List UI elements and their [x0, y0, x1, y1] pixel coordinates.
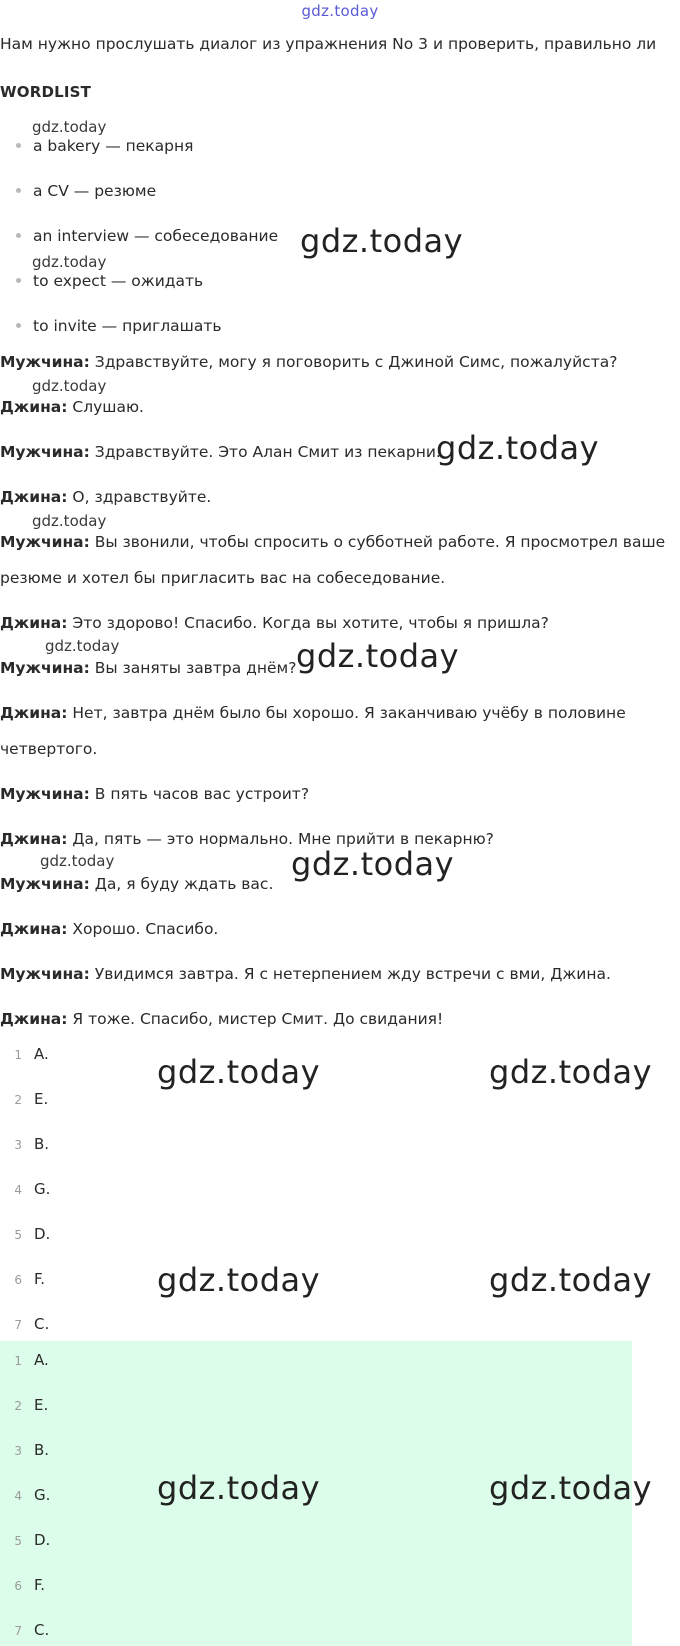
dialogue-line: [0, 874, 273, 894]
line-text: Здравствуйте, могу я поговорить с Джиной Симс, пожалуйста?: [89, 353, 618, 371]
dialogue-line-continuation: четвертого.: [0, 740, 98, 758]
wordlist-item: an interview — собеседование: [16, 226, 278, 246]
speaker-label: Мужчина:: [0, 965, 90, 983]
site-link[interactable]: gdz.today: [301, 2, 379, 20]
answer-number: 5: [14, 1534, 22, 1548]
answer-letter: F.: [34, 1576, 45, 1594]
watermark: gdz.today: [32, 253, 107, 271]
watermark: gdz.today: [489, 1469, 653, 1507]
answer-item: [0, 1620, 49, 1640]
answer-letter: E.: [34, 1396, 49, 1414]
watermark: gdz.today: [296, 637, 460, 675]
answer-number: 7: [14, 1624, 22, 1638]
dialogue-line: [0, 352, 617, 372]
answer-letter: C.: [34, 1621, 50, 1639]
dialogue-line-continuation: резюме и хотел бы пригласить вас на собеседование.: [0, 569, 446, 587]
dialogue-line: [0, 487, 211, 507]
answer-item: [0, 1575, 45, 1595]
watermark: gdz.today: [32, 118, 107, 136]
speaker-label: Джина:: [0, 614, 68, 632]
watermark: gdz.today: [291, 845, 455, 883]
speaker-label: Джина:: [0, 1010, 68, 1028]
line-text: Хорошо. Спасибо.: [67, 920, 219, 938]
answer-item: [0, 1314, 49, 1334]
answer-item: [0, 1350, 49, 1370]
line-text: О, здравствуйте.: [67, 488, 212, 506]
answer-letter: A.: [34, 1045, 49, 1063]
answer-number: 3: [14, 1138, 22, 1152]
line-text: Да, пять — это нормально. Мне прийти в пекарню?: [67, 830, 494, 848]
answer-item: [0, 1224, 50, 1244]
dialogue-line: [0, 532, 665, 552]
speaker-label: Джина:: [0, 830, 68, 848]
watermark: gdz.today: [436, 429, 600, 467]
speaker-label: Джина:: [0, 920, 68, 938]
answer-number: 4: [14, 1183, 22, 1197]
answer-item: [0, 1179, 50, 1199]
dialogue-line: [0, 703, 626, 723]
watermark: gdz.today: [157, 1261, 321, 1299]
line-text: Я тоже. Спасибо, мистер Смит. До свидания!: [67, 1010, 444, 1028]
dialogue-line: [0, 964, 611, 984]
speaker-label: Джина:: [0, 488, 68, 506]
answer-item: [0, 1089, 48, 1109]
answer-number: 3: [14, 1444, 22, 1458]
line-text: Нет, завтра днём было бы хорошо. Я заканчиваю учёбу в половине: [67, 704, 626, 722]
answer-item: [0, 1485, 50, 1505]
answer-number: 1: [14, 1354, 22, 1368]
speaker-label: Мужчина:: [0, 875, 90, 893]
dialogue-line: [0, 1009, 443, 1029]
speaker-label: Мужчина:: [0, 533, 90, 551]
watermark: gdz.today: [157, 1053, 321, 1091]
answer-letter: A.: [34, 1351, 49, 1369]
line-text: В пять часов вас устроит?: [89, 785, 310, 803]
bullet-icon: [16, 188, 21, 193]
line-text: Здравствуйте. Это Алан Смит из пекарни.: [89, 443, 441, 461]
line-text: Увидимся завтра. Я с нетерпением жду встречи с вми, Джина.: [89, 965, 611, 983]
speaker-label: Мужчина:: [0, 443, 90, 461]
answer-item: [0, 1044, 49, 1064]
line-text: Да, я буду ждать вас.: [89, 875, 274, 893]
line-text: Вы звонили, чтобы спросить о субботней работе. Я просмотрел ваше: [89, 533, 666, 551]
bullet-icon: [16, 323, 21, 328]
answer-letter: G.: [34, 1180, 51, 1198]
dialogue-line: [0, 658, 296, 678]
answer-letter: F.: [34, 1270, 45, 1288]
wordlist-item: a CV — резюме: [16, 181, 156, 201]
answer-item: [0, 1395, 48, 1415]
speaker-label: Джина:: [0, 398, 68, 416]
wordlist-item: a bakery — пекарня: [16, 136, 193, 156]
dialogue-line: [0, 442, 441, 462]
speaker-label: Джина:: [0, 704, 68, 722]
line-text: Вы заняты завтра днём?: [89, 659, 297, 677]
speaker-label: Мужчина:: [0, 785, 90, 803]
bullet-icon: [16, 233, 21, 238]
dialogue-line: [0, 784, 309, 804]
answer-number: 1: [14, 1048, 22, 1062]
bullet-icon: [16, 143, 21, 148]
answer-number: 2: [14, 1093, 22, 1107]
answer-number: 6: [14, 1579, 22, 1593]
answer-letter: B.: [34, 1135, 50, 1153]
answer-letter: D.: [34, 1531, 51, 1549]
line-text: Это здорово! Спасибо. Когда вы хотите, чтобы я пришла?: [67, 614, 549, 632]
watermark: gdz.today: [300, 222, 464, 260]
wordlist-item: to expect — ожидать: [16, 271, 203, 291]
answer-item: [0, 1530, 50, 1550]
answer-number: 4: [14, 1489, 22, 1503]
answer-number: 6: [14, 1273, 22, 1287]
bullet-icon: [16, 278, 21, 283]
watermark: gdz.today: [40, 852, 115, 870]
speaker-label: Мужчина:: [0, 353, 90, 371]
answer-letter: B.: [34, 1441, 50, 1459]
answer-item: [0, 1440, 49, 1460]
watermark: gdz.today: [157, 1469, 321, 1507]
watermark: gdz.today: [45, 637, 120, 655]
dialogue-line: [0, 919, 218, 939]
answer-letter: D.: [34, 1225, 51, 1243]
answer-number: 5: [14, 1228, 22, 1242]
watermark: gdz.today: [32, 377, 107, 395]
answer-number: 7: [14, 1318, 22, 1332]
dialogue-line: [0, 613, 549, 633]
speaker-label: Мужчина:: [0, 659, 90, 677]
intro-text: Нам нужно прослушать диалог из упражнения No 3 и проверить, правильно ли: [0, 35, 657, 53]
watermark: gdz.today: [32, 512, 107, 530]
answer-letter: E.: [34, 1090, 49, 1108]
watermark: gdz.today: [489, 1053, 653, 1091]
answer-letter: G.: [34, 1486, 51, 1504]
dialogue-line: [0, 397, 144, 417]
wordlist-item: to invite — приглашать: [16, 316, 222, 336]
answer-item: [0, 1269, 45, 1289]
watermark: gdz.today: [489, 1261, 653, 1299]
answer-letter: C.: [34, 1315, 50, 1333]
line-text: Слушаю.: [67, 398, 144, 416]
answer-item: [0, 1134, 49, 1154]
wordlist-heading: WORDLIST: [0, 83, 92, 101]
answer-number: 2: [14, 1399, 22, 1413]
